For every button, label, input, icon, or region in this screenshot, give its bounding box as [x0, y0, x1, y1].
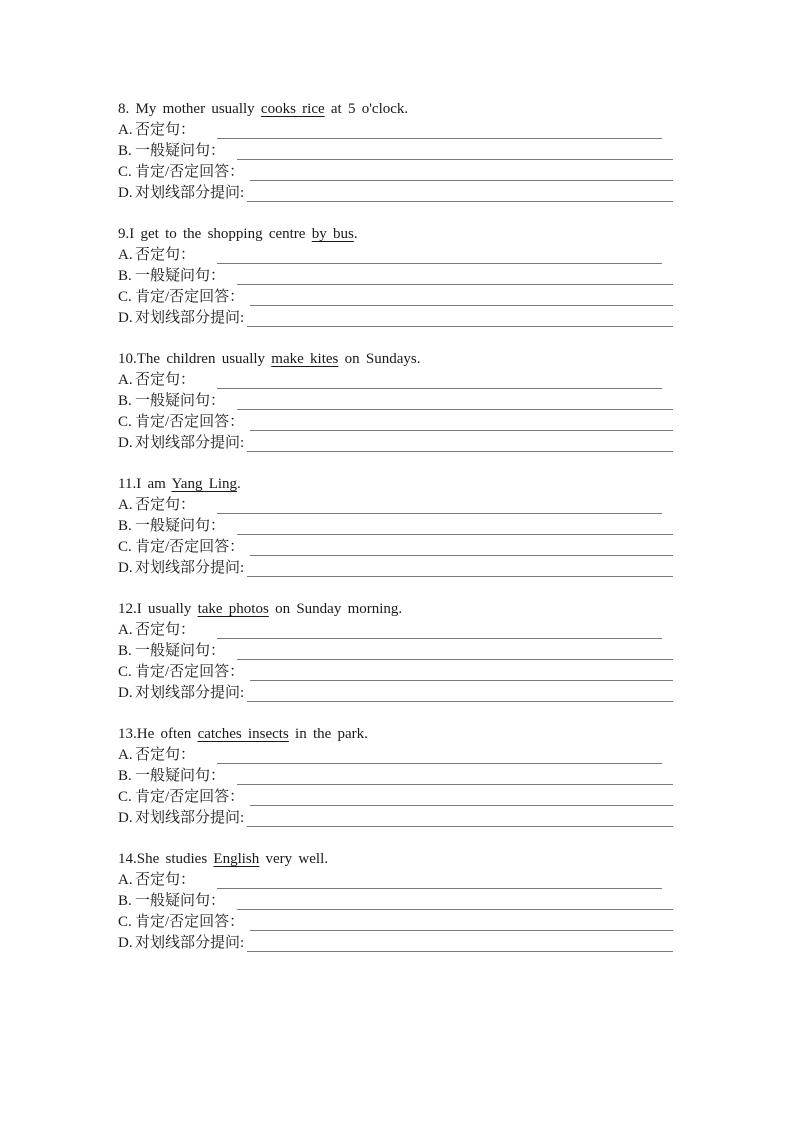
subitem-letter-a: A.: [118, 497, 133, 513]
question-sentence: [118, 224, 673, 245]
subitem-letter-d: D.: [118, 810, 133, 826]
subitem-label-negative: 否定句：: [135, 372, 196, 388]
answer-blank-negative[interactable]: [217, 870, 662, 889]
subitem-general-question: [118, 266, 673, 287]
subitem-letter-d: D.: [118, 935, 133, 951]
subitem-letter-c: C.: [118, 789, 132, 805]
question-sentence: [118, 724, 673, 745]
underlined-phrase: by bus: [311, 226, 354, 242]
answer-blank-ask-underlined[interactable]: [247, 808, 673, 827]
subitem-letter-b: B.: [118, 518, 132, 534]
question-block: [118, 349, 673, 454]
answer-blank-yes-no-answer[interactable]: [250, 787, 673, 806]
subitem-letter-a: A.: [118, 622, 133, 638]
answer-blank-negative[interactable]: [217, 495, 662, 514]
subitem-letter-c: C.: [118, 664, 132, 680]
subitem-letter-b: B.: [118, 268, 132, 284]
subitem-label-general-question: 一般疑问句：: [135, 268, 226, 284]
subitem-label-ask-underlined: 对划线部分提问:: [135, 435, 245, 451]
subitem-general-question: [118, 141, 673, 162]
sentence-pre: I am: [136, 476, 172, 492]
sentence-post: in the park.: [288, 726, 368, 742]
answer-blank-general-question[interactable]: [237, 516, 673, 535]
answer-blank-ask-underlined[interactable]: [247, 183, 673, 202]
subitem-negative-sentence: [118, 120, 673, 141]
subitem-label-general-question: 一般疑问句：: [135, 893, 226, 909]
subitem-ask-underlined: [118, 433, 673, 454]
subitem-label-negative: 否定句：: [135, 872, 196, 888]
subitem-negative-sentence: [118, 370, 673, 391]
subitem-ask-underlined: [118, 183, 673, 204]
subitem-letter-d: D.: [118, 685, 133, 701]
subitem-letter-a: A.: [118, 122, 133, 138]
subitem-letter-b: B.: [118, 143, 132, 159]
subitem-letter-d: D.: [118, 435, 133, 451]
question-number: 14.: [118, 851, 137, 867]
answer-blank-yes-no-answer[interactable]: [250, 162, 673, 181]
question-block: [118, 474, 673, 579]
subitem-ask-underlined: [118, 808, 673, 829]
subitem-general-question: [118, 391, 673, 412]
underlined-phrase: English: [213, 851, 260, 867]
subitem-label-negative: 否定句：: [135, 497, 196, 513]
subitem-letter-a: A.: [118, 372, 133, 388]
sentence-post: .: [353, 226, 358, 242]
subitem-yes-no-answer: [118, 537, 673, 558]
subitem-label-yes-no-answer: 肯定/否定回答：: [135, 539, 245, 555]
subitem-label-yes-no-answer: 肯定/否定回答：: [135, 789, 245, 805]
sentence-post: on Sunday morning.: [268, 601, 403, 617]
subitem-yes-no-answer: [118, 412, 673, 433]
sentence-post: on Sundays.: [338, 351, 421, 367]
subitem-label-ask-underlined: 对划线部分提问:: [135, 185, 245, 201]
question-sentence: [118, 99, 673, 120]
sentence-post: very well.: [259, 851, 328, 867]
question-sentence: [118, 349, 673, 370]
answer-blank-general-question[interactable]: [237, 891, 673, 910]
subitem-label-yes-no-answer: 肯定/否定回答：: [135, 414, 245, 430]
question-block: [118, 599, 673, 704]
subitem-letter-c: C.: [118, 289, 132, 305]
sentence-pre: I get to the shopping centre: [129, 226, 312, 242]
subitem-label-negative: 否定句：: [135, 622, 196, 638]
subitem-letter-b: B.: [118, 393, 132, 409]
question-block: [118, 224, 673, 329]
subitem-label-negative: 否定句：: [135, 122, 196, 138]
answer-blank-ask-underlined[interactable]: [247, 933, 673, 952]
answer-blank-yes-no-answer[interactable]: [250, 662, 673, 681]
answer-blank-ask-underlined[interactable]: [247, 683, 673, 702]
subitem-label-general-question: 一般疑问句：: [135, 393, 226, 409]
answer-blank-negative[interactable]: [217, 245, 662, 264]
subitem-ask-underlined: [118, 933, 673, 954]
subitem-label-ask-underlined: 对划线部分提问:: [135, 810, 245, 826]
subitem-label-general-question: 一般疑问句：: [135, 143, 226, 159]
answer-blank-yes-no-answer[interactable]: [250, 412, 673, 431]
subitem-label-ask-underlined: 对划线部分提问:: [135, 560, 245, 576]
subitem-letter-b: B.: [118, 768, 132, 784]
subitem-letter-a: A.: [118, 872, 133, 888]
subitem-label-yes-no-answer: 肯定/否定回答：: [135, 914, 245, 930]
subitem-letter-a: A.: [118, 247, 133, 263]
subitem-general-question: [118, 641, 673, 662]
question-number: 12.: [118, 601, 137, 617]
sentence-pre: She studies: [136, 851, 214, 867]
subitem-letter-d: D.: [118, 560, 133, 576]
subitem-label-negative: 否定句：: [135, 747, 196, 763]
sentence-post: .: [237, 476, 241, 492]
subitem-label-general-question: 一般疑问句：: [135, 518, 226, 534]
subitem-label-ask-underlined: 对划线部分提问:: [135, 310, 245, 326]
question-block: [118, 724, 673, 829]
subitem-yes-no-answer: [118, 287, 673, 308]
sentence-pre: My mother usually: [129, 101, 261, 117]
subitem-ask-underlined: [118, 683, 673, 704]
question-number: 9.: [118, 226, 130, 242]
subitem-label-negative: 否定句：: [135, 247, 196, 263]
question-block: [118, 99, 673, 204]
answer-blank-general-question[interactable]: [237, 766, 673, 785]
subitem-letter-a: A.: [118, 747, 133, 763]
underlined-phrase: Yang Ling: [171, 476, 238, 492]
answer-blank-yes-no-answer[interactable]: [250, 537, 673, 556]
subitem-general-question: [118, 891, 673, 912]
subitem-label-ask-underlined: 对划线部分提问:: [135, 685, 245, 701]
sentence-pre: The children usually: [136, 351, 272, 367]
subitem-ask-underlined: [118, 308, 673, 329]
question-number: 8.: [118, 101, 130, 117]
subitem-negative-sentence: [118, 495, 673, 516]
answer-blank-general-question[interactable]: [237, 641, 673, 660]
answer-blank-negative[interactable]: [217, 620, 662, 639]
answer-blank-negative[interactable]: [217, 370, 662, 389]
answer-blank-general-question[interactable]: [237, 391, 673, 410]
answer-blank-general-question[interactable]: [237, 141, 673, 160]
subitem-letter-c: C.: [118, 539, 132, 555]
subitem-yes-no-answer: [118, 787, 673, 808]
answer-blank-negative[interactable]: [217, 745, 662, 764]
subitem-letter-b: B.: [118, 893, 132, 909]
question-number: 11.: [118, 476, 137, 492]
subitem-negative-sentence: [118, 745, 673, 766]
subitem-yes-no-answer: [118, 912, 673, 933]
underlined-phrase: cooks rice: [260, 101, 325, 117]
subitem-negative-sentence: [118, 245, 673, 266]
answer-blank-ask-underlined[interactable]: [247, 308, 673, 327]
subitem-yes-no-answer: [118, 662, 673, 683]
subitem-negative-sentence: [118, 620, 673, 641]
question-number: 10.: [118, 351, 137, 367]
answer-blank-ask-underlined[interactable]: [247, 433, 673, 452]
subitem-general-question: [118, 516, 673, 537]
subitem-ask-underlined: [118, 558, 673, 579]
sentence-pre: He often: [136, 726, 198, 742]
subitem-letter-d: D.: [118, 310, 133, 326]
question-sentence: [118, 599, 673, 620]
subitem-label-yes-no-answer: 肯定/否定回答：: [135, 289, 245, 305]
subitem-label-general-question: 一般疑问句：: [135, 643, 226, 659]
answer-blank-yes-no-answer[interactable]: [250, 287, 673, 306]
answer-blank-yes-no-answer[interactable]: [250, 912, 673, 931]
subitem-letter-c: C.: [118, 914, 132, 930]
underlined-phrase: take photos: [197, 601, 269, 617]
question-block: [118, 849, 673, 954]
subitem-label-yes-no-answer: 肯定/否定回答：: [135, 664, 245, 680]
subitem-letter-c: C.: [118, 164, 132, 180]
sentence-pre: I usually: [136, 601, 198, 617]
question-number: 13.: [118, 726, 137, 742]
subitem-letter-d: D.: [118, 185, 133, 201]
sentence-post: at 5 o'clock.: [324, 101, 409, 117]
subitem-general-question: [118, 766, 673, 787]
subitem-letter-b: B.: [118, 643, 132, 659]
subitem-letter-c: C.: [118, 414, 132, 430]
subitem-label-yes-no-answer: 肯定/否定回答：: [135, 164, 245, 180]
answer-blank-general-question[interactable]: [237, 266, 673, 285]
subitem-negative-sentence: [118, 870, 673, 891]
answer-blank-negative[interactable]: [217, 120, 662, 139]
answer-blank-ask-underlined[interactable]: [247, 558, 673, 577]
question-sentence: [118, 474, 673, 495]
subitem-label-ask-underlined: 对划线部分提问:: [135, 935, 245, 951]
subitem-label-general-question: 一般疑问句：: [135, 768, 226, 784]
subitem-yes-no-answer: [118, 162, 673, 183]
underlined-phrase: catches insects: [197, 726, 289, 742]
question-sentence: [118, 849, 673, 870]
underlined-phrase: make kites: [271, 351, 339, 367]
